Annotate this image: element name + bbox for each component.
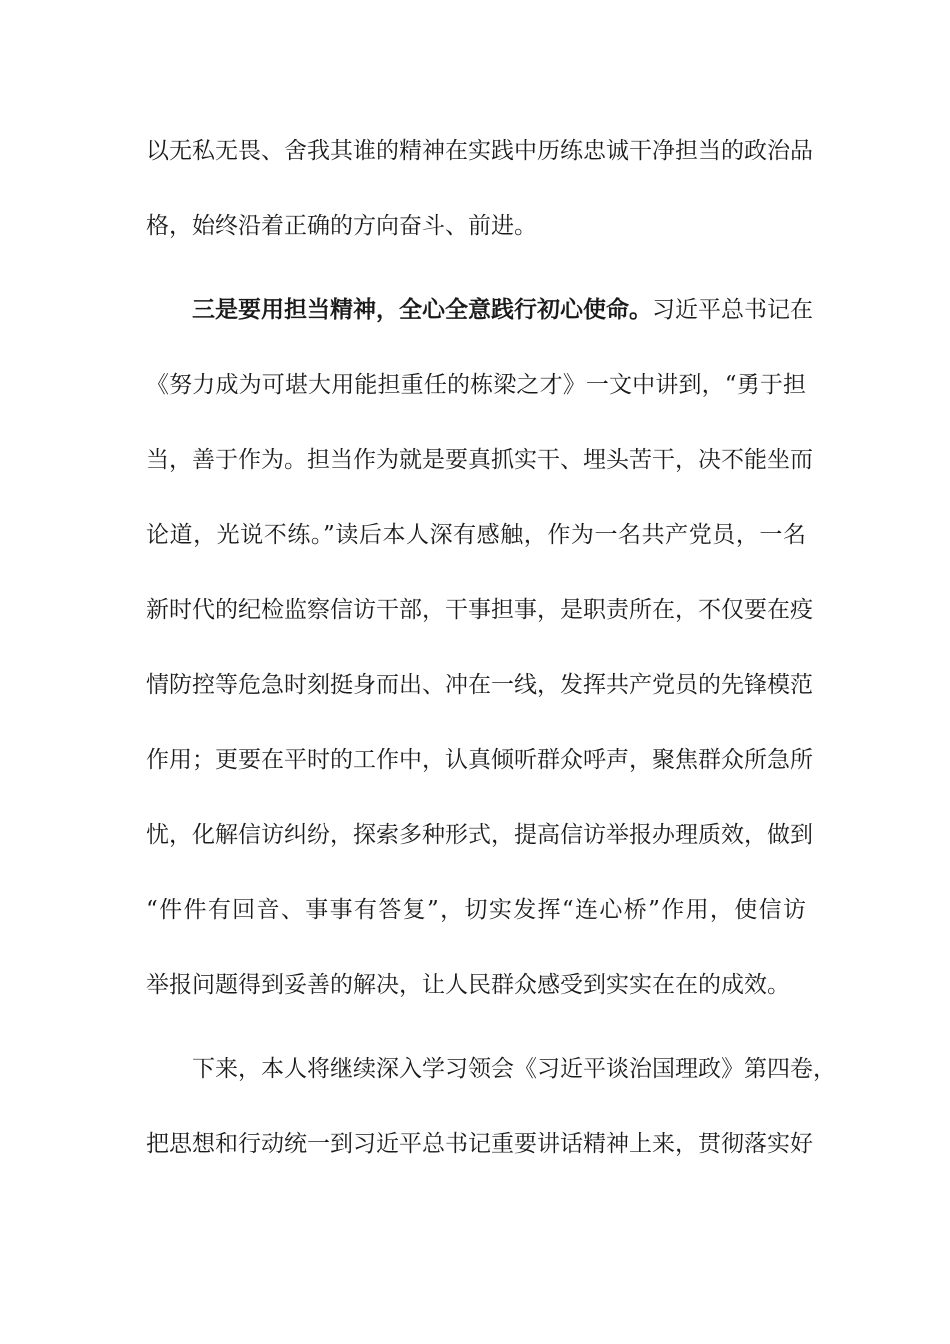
text-line-2: 格，始终沿着正确的方向奋斗、前进。 [146, 213, 537, 239]
text-line-8: 情防控等危急时刻挺身而出、冲在一线，发挥共产党员的先锋模范 [146, 672, 813, 698]
text-line-4: 《努力成为可堪大用能担重任的栋梁之才》一文中讲到，“勇于担 [146, 372, 806, 398]
text-line-3 [192, 290, 813, 330]
text-line-13: 下来，本人将继续深入学习领会《习近平谈治国理政》第四卷， [192, 1056, 836, 1082]
text-line-6: 论道，光说不练。”读后本人深有感触，作为一名共产党员，一名 [146, 522, 806, 548]
section-heading-bold: 三是要用担当精神，全心全意践行初心使命。 [192, 296, 652, 323]
text-line-14: 把思想和行动统一到习近平总书记重要讲话精神上来，贯彻落实好 [146, 1131, 813, 1157]
text-line-7: 新时代的纪检监察信访干部，干事担事，是职责所在，不仅要在疫 [146, 597, 813, 623]
text-line-5: 当，善于作为。担当作为就是要真抓实干、埋头苦干，决不能坐而 [146, 447, 813, 473]
text-line-10: 忧，化解信访纠纷，探索多种形式，提高信访举报办理质效，做到 [146, 822, 813, 848]
text-line-1: 以无私无畏、舍我其谁的精神在实践中历练忠诚干净担当的政治品 [146, 138, 813, 164]
text-line-11: “件件有回音、事事有答复”，切实发挥“连心桥”作用，使信访 [146, 897, 806, 923]
text-line-9: 作用；更要在平时的工作中，认真倾听群众呼声，聚焦群众所急所 [146, 747, 813, 773]
text-line-12: 举报问题得到妥善的解决，让人民群众感受到实实在在的成效。 [146, 972, 790, 998]
text-line-3-rest: 习近平总书记在 [652, 297, 813, 323]
